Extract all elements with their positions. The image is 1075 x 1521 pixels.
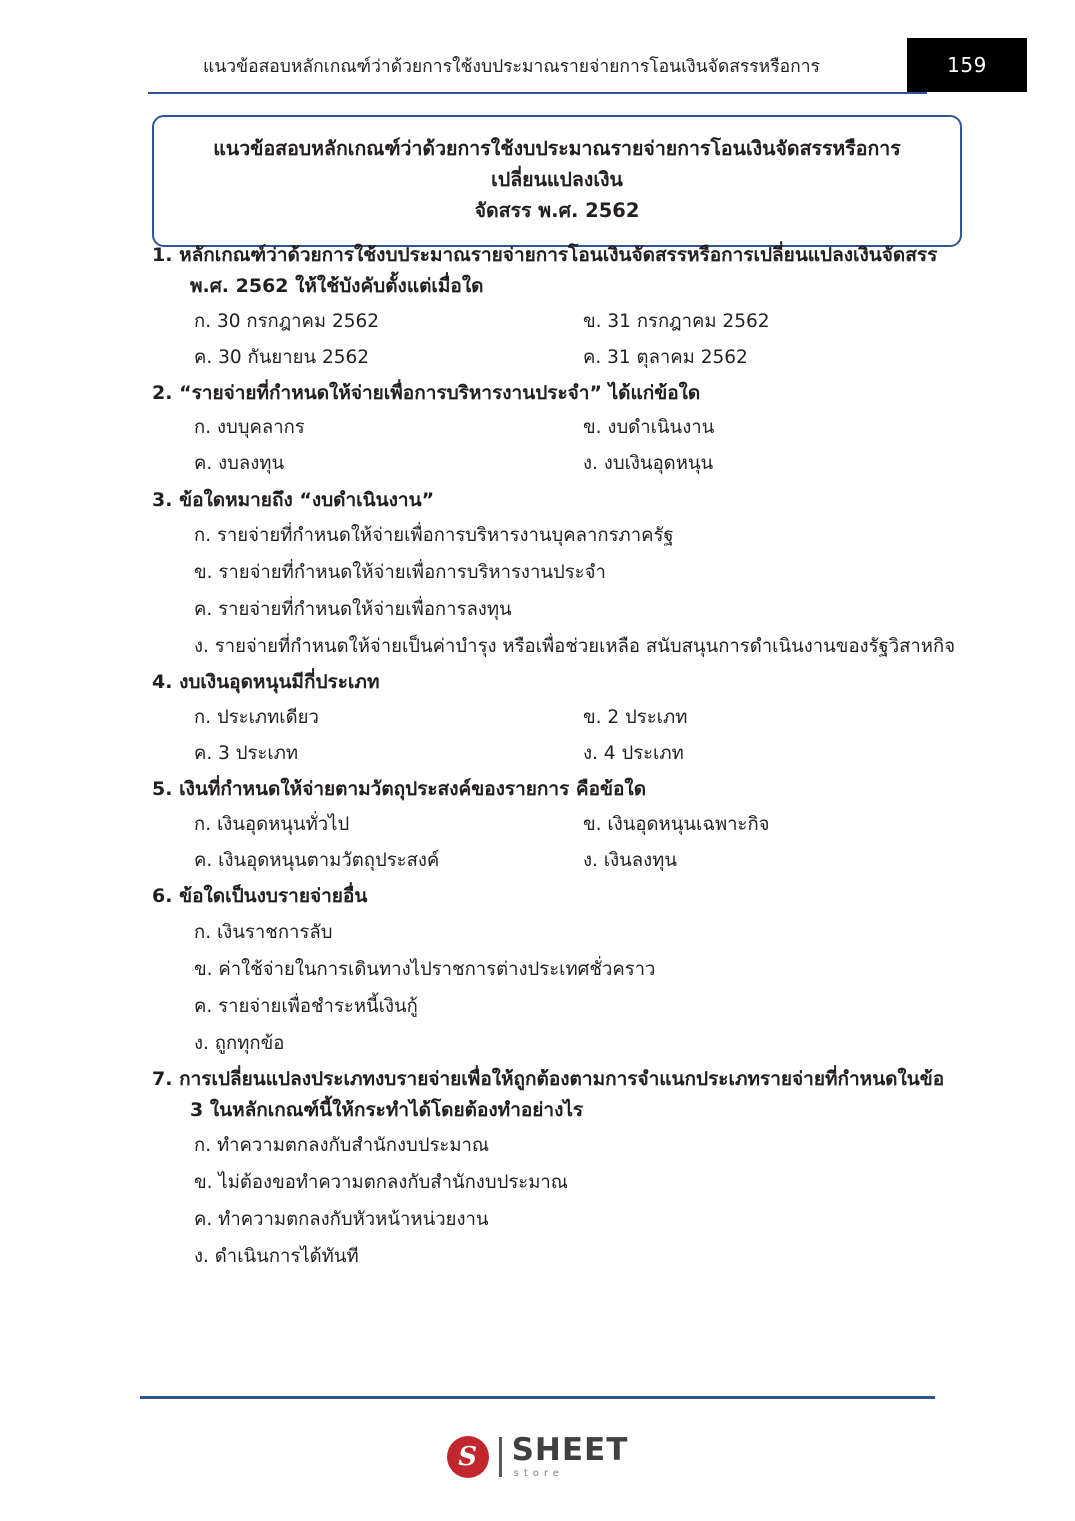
question-text <box>152 1064 972 1126</box>
document-title-line-2: จัดสรร พ.ศ. 2562 <box>474 199 640 223</box>
question-text <box>152 774 972 805</box>
page-header <box>0 0 1075 96</box>
choice-item[interactable]: ง. งบเงินอุดหนุน <box>583 453 714 475</box>
sheet-store-logo-icon <box>447 1436 489 1478</box>
choice-item[interactable]: ง. 4 ประเภท <box>583 743 684 765</box>
questions-container <box>152 240 972 1277</box>
logo-subtext: store <box>513 1468 564 1479</box>
choice-item[interactable]: ข. 31 กรกฎาคม 2562 <box>583 310 770 332</box>
choices-list <box>152 304 972 376</box>
document-title-line-1: แนวข้อสอบหลักเกณฑ์ว่าด้วยการใช้งบประมาณรายจ่ายการโอนเงินจัดสรรหรือการเปลี่ยนแปลงเงิน <box>213 137 901 192</box>
choice-item[interactable]: ง. ดำเนินการได้ทันที <box>194 1246 359 1268</box>
question-number: 6. <box>152 885 173 908</box>
question-text <box>152 378 972 409</box>
question-body: “รายจ่ายที่กำหนดให้จ่ายเพื่อการบริหารงานประจำ” ได้แก่ข้อใด <box>179 381 701 404</box>
question-number: 4. <box>152 671 173 694</box>
choices-list <box>152 807 972 879</box>
choice-item[interactable]: ค. 31 ตุลาคม 2562 <box>583 346 748 368</box>
choice-item[interactable]: ข. รายจ่ายที่กำหนดให้จ่ายเพื่อการบริหารงานประจำ <box>194 562 606 584</box>
logo-divider <box>499 1437 502 1477</box>
choice-item[interactable]: ก. งบบุคลากร <box>194 417 305 439</box>
choice-item[interactable]: ค. ทำความตกลงกับหัวหน้าหน่วยงาน <box>194 1209 489 1231</box>
choice-item[interactable]: ก. รายจ่ายที่กำหนดให้จ่ายเพื่อการบริหารงานบุคลากรภาครัฐ <box>194 525 674 547</box>
question-body: เงินที่กำหนดให้จ่ายตามวัตถุประสงค์ของรายการ คือข้อใด <box>179 778 647 801</box>
choice-item[interactable]: ก. เงินอุดหนุนทั่วไป <box>194 813 350 835</box>
choice-item[interactable]: ข. ไม่ต้องขอทำความตกลงกับสำนักงบประมาณ <box>194 1172 568 1194</box>
question-number: 7. <box>152 1067 173 1090</box>
question-body-continued: 3 ในหลักเกณฑ์นี้ให้กระทำได้โดยต้องทำอย่างไร <box>190 1098 584 1121</box>
choice-item[interactable]: ค. รายจ่ายเพื่อชำระหนี้เงินกู้ <box>194 995 418 1017</box>
header-divider <box>148 92 927 94</box>
choice-item[interactable]: ก. เงินราชการลับ <box>194 921 333 943</box>
logo-word: SHEET <box>511 1432 629 1468</box>
running-header-title: แนวข้อสอบหลักเกณฑ์ว่าด้วยการใช้งบประมาณรายจ่ายการโอนเงินจัดสรรหรือการ <box>203 57 820 77</box>
choice-item[interactable]: ค. งบลงทุน <box>194 453 285 475</box>
page-number-badge <box>907 38 1027 92</box>
logo-wordmark <box>511 1432 629 1479</box>
question-body: การเปลี่ยนแปลงประเภทงบรายจ่ายเพื่อให้ถูกต้องตามการจำแนกประเภทรายจ่ายที่กำหนดในข้อ <box>179 1067 945 1090</box>
question-body-continued: พ.ศ. 2562 ให้ใช้บังคับตั้งแต่เมื่อใด <box>190 274 484 297</box>
choice-item[interactable]: ก. 30 กรกฎาคม 2562 <box>194 310 380 332</box>
footer-divider <box>140 1396 935 1399</box>
question-block <box>152 881 972 1062</box>
choices-list <box>152 517 972 665</box>
question-text <box>152 485 972 516</box>
choice-item[interactable]: ข. เงินอุดหนุนเฉพาะกิจ <box>583 813 770 835</box>
question-body: หลักเกณฑ์ว่าด้วยการใช้งบประมาณรายจ่ายการโอนเงินจัดสรรหรือการเปลี่ยนแปลงเงินจัดสรร <box>179 244 938 266</box>
question-number: 1. <box>152 244 173 266</box>
question-body: งบเงินอุดหนุนมีกี่ประเภท <box>179 671 380 694</box>
choice-item[interactable]: ง. ถูกทุกข้อ <box>194 1032 285 1054</box>
question-number: 5. <box>152 778 173 801</box>
choice-item[interactable]: ข. ค่าใช้จ่ายในการเดินทางไปราชการต่างประเทศชั่วคราว <box>194 958 656 980</box>
question-block <box>152 240 972 376</box>
question-block <box>152 378 972 483</box>
choice-item[interactable]: ค. เงินอุดหนุนตามวัตถุประสงค์ <box>194 850 440 872</box>
choice-item[interactable]: ก. ประเภทเดียว <box>194 707 319 729</box>
question-text <box>152 881 972 912</box>
choices-list <box>152 700 972 772</box>
question-number: 2. <box>152 381 173 404</box>
logo-letter: S <box>458 1442 477 1472</box>
choices-list <box>152 914 972 1062</box>
document-title-box <box>152 115 962 247</box>
question-text <box>152 240 972 302</box>
question-number: 3. <box>152 488 173 511</box>
question-block <box>152 667 972 772</box>
question-text <box>152 667 972 698</box>
choice-item[interactable]: ก. ทำความตกลงกับสำนักงบประมาณ <box>194 1135 490 1157</box>
question-block <box>152 774 972 879</box>
choice-item[interactable]: ค. 3 ประเภท <box>194 743 299 765</box>
choice-item[interactable]: ง. รายจ่ายที่กำหนดให้จ่ายเป็นค่าบำรุง หรือเพื่อช่วยเหลือ สนับสนุนการดำเนินงานของรัฐวิสาหกิจ <box>194 636 956 658</box>
question-body: ข้อใดเป็นงบรายจ่ายอื่น <box>179 885 368 908</box>
page-number-text: 159 <box>947 53 987 77</box>
choice-item[interactable]: ง. เงินลงทุน <box>583 850 678 872</box>
question-body: ข้อใดหมายถึง “งบดำเนินงาน” <box>179 488 435 511</box>
choice-item[interactable]: ค. 30 กันยายน 2562 <box>194 346 370 368</box>
question-block <box>152 1064 972 1276</box>
choice-item[interactable]: ข. 2 ประเภท <box>583 707 688 729</box>
choices-list <box>152 1127 972 1275</box>
choice-item[interactable]: ข. งบดำเนินงาน <box>583 417 715 439</box>
question-block <box>152 485 972 666</box>
choice-item[interactable]: ค. รายจ่ายที่กำหนดให้จ่ายเพื่อการลงทุน <box>194 599 512 621</box>
footer-logo <box>0 1432 1075 1479</box>
choices-list <box>152 410 972 482</box>
